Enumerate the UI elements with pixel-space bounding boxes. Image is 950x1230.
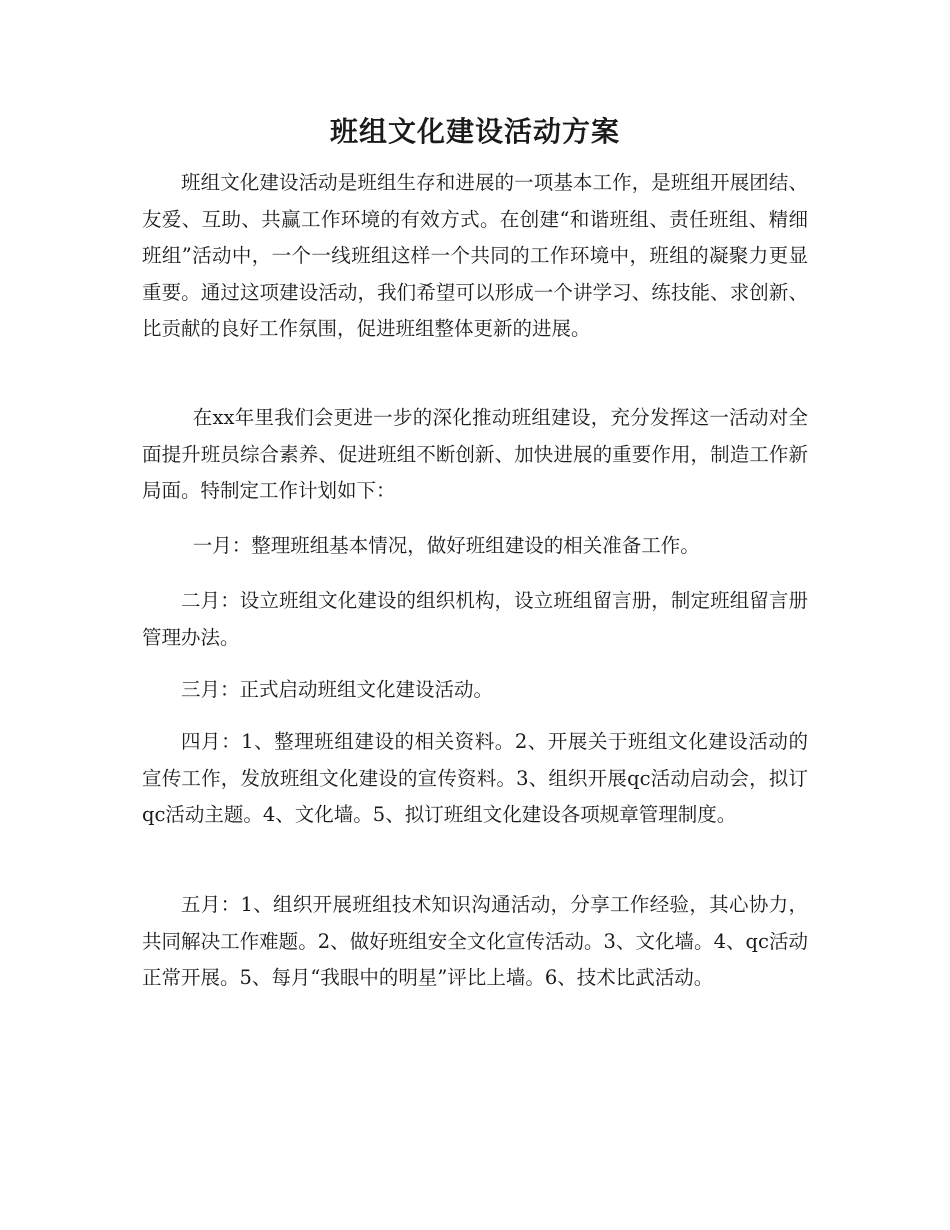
paragraph-plan-intro: 在xx年里我们会更进一步的深化推动班组建设，充分发挥这一活动对全面提升班员综合素养、促进班组不断创新、加快进展的重要作用，制造工作新局面。特制定工作计划如下： — [142, 406, 808, 502]
paragraph-january: 一月：整理班组基本情况，做好班组建设的相关准备工作。 — [192, 534, 700, 557]
document-title: 班组文化建设活动方案 — [329, 115, 620, 148]
paragraph-march: 三月：正式启动班组文化建设活动。 — [181, 678, 494, 701]
paragraph-may: 五月：1、组织开展班组技术知识沟通活动，分享工作经验，其心协力，共同解决工作难题。2、做好班组安全文化宣传活动。3、文化墙。4、qc活动正常开展。5、每月“我眼中的明星”评比上墙。6、技术比武活动。 — [142, 893, 808, 989]
paragraph-intro: 班组文化建设活动是班组生存和进展的一项基本工作，是班组开展团结、友爱、互助、共赢工作环境的有效方式。在创建“和谐班组、责任班组、精细班组”活动中，一个一线班组这样一个共同的工作环境中，班组的凝聚力更显重要。通过这项建设活动，我们希望可以形成一个讲学习、练技能、求创新、比贡献的良好工作氛围，促进班组整体更新的进展。 — [142, 171, 808, 340]
paragraph-april: 四月：1、整理班组建设的相关资料。2、开展关于班组文化建设活动的宣传工作，发放班组文化建设的宣传资料。3、组织开展qc活动启动会，拟订qc活动主题。4、文化墙。5、拟订班组文化建设各项规章管理制度。 — [142, 730, 808, 826]
paragraph-february: 二月：设立班组文化建设的组织机构，设立班组留言册，制定班组留言册管理办法。 — [142, 589, 808, 649]
